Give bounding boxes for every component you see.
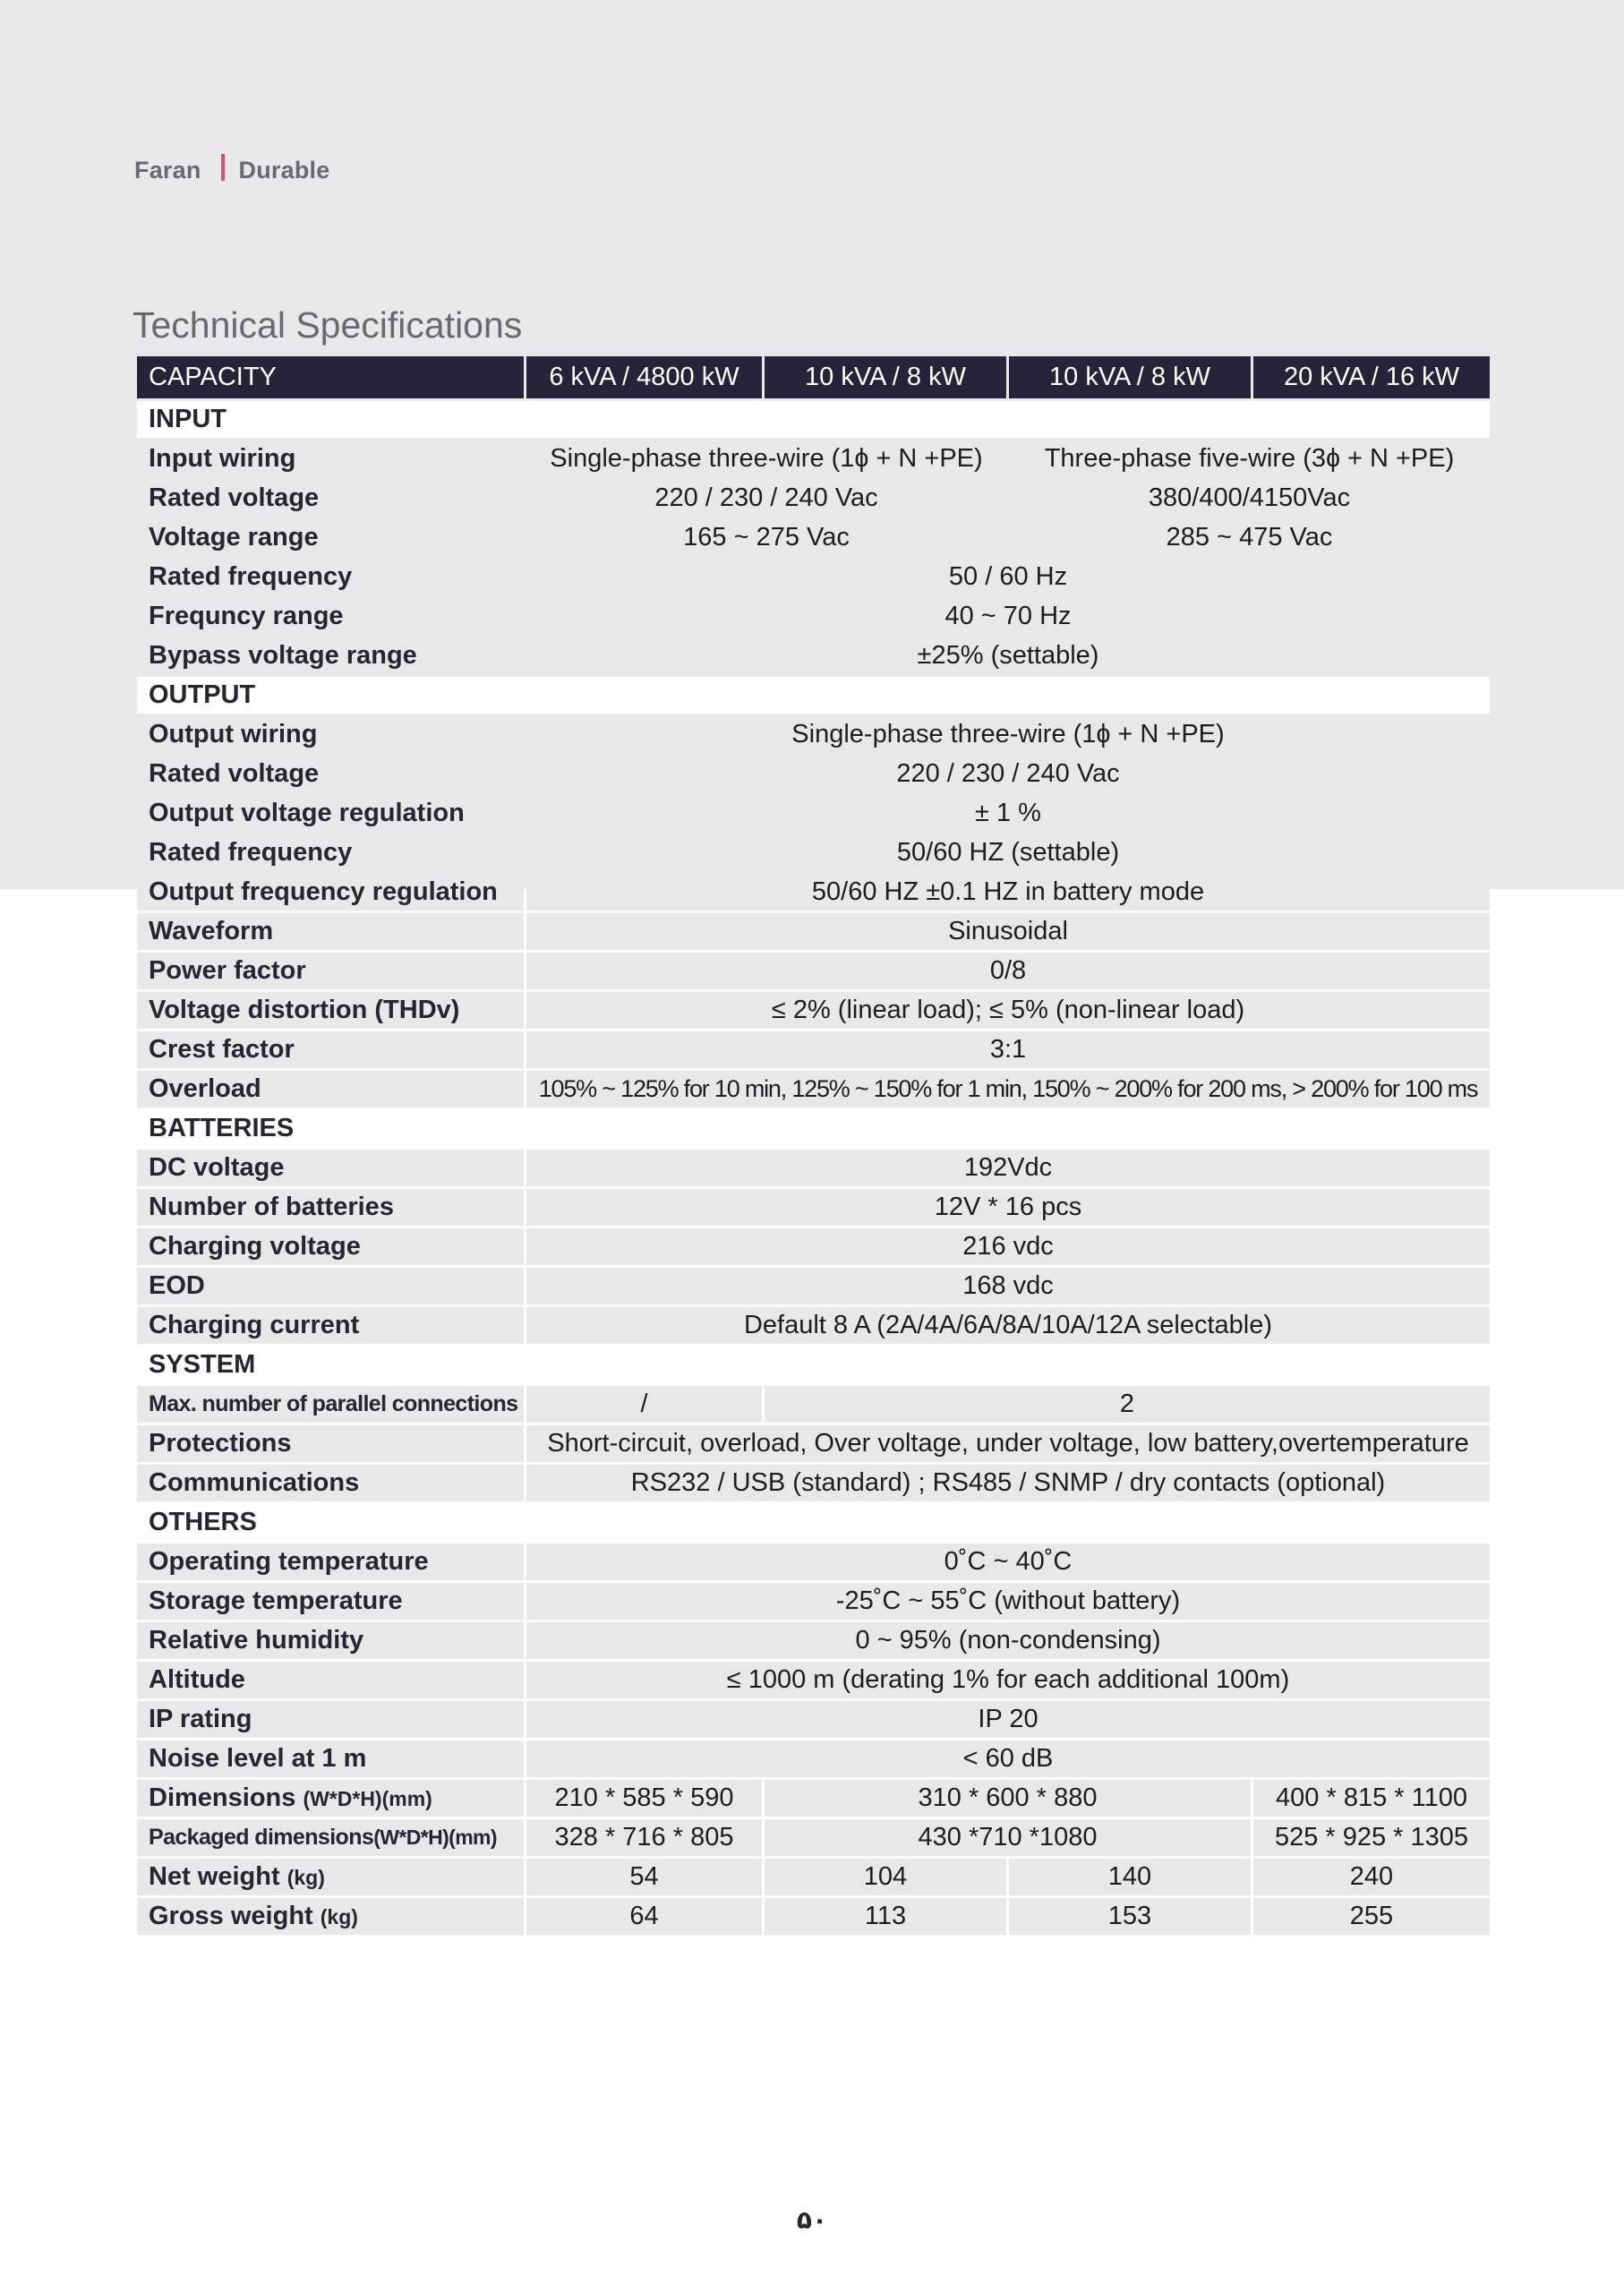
row-operating-temperature: Operating temperature 0˚C ~ 40˚C	[137, 1544, 1490, 1580]
row-packaged-dimensions: Packaged dimensions(W*D*H)(mm) 328 * 716 * 805 430 *710 *1080 525 * 925 * 1305	[137, 1819, 1490, 1856]
section-input: INPUT	[137, 401, 1490, 438]
page-title: Technical Specifications	[132, 304, 523, 346]
row-parallel-connections: Max. number of parallel connections / 2	[137, 1386, 1490, 1423]
row-overload: Overload 105% ~ 125% for 10 min, 125% ~ 150% for 1 min, 150% ~ 200% for 200 ms, > 200% for 100 ms	[137, 1071, 1490, 1108]
section-others: OTHERS	[137, 1504, 1490, 1541]
row-crest-factor: Crest factor 3:1	[137, 1031, 1490, 1068]
model-3: 10 kVA / 8 kW	[1009, 356, 1251, 398]
row-output-frequency-regulation: Output frequency regulation 50/60 HZ ±0.1 HZ in battery mode	[137, 874, 1490, 911]
section-system: SYSTEM	[137, 1347, 1490, 1383]
row-dimensions: Dimensions (W*D*H)(mm) 210 * 585 * 590 310 * 600 * 880 400 * 815 * 1100	[137, 1780, 1490, 1817]
model-1: 6 kVA / 4800 kW	[526, 356, 762, 398]
row-ip-rating: IP rating IP 20	[137, 1701, 1490, 1738]
row-number-of-batteries: Number of batteries 12V * 16 pcs	[137, 1189, 1490, 1226]
row-altitude: Altitude ≤ 1000 m (derating 1% for each additional 100m)	[137, 1662, 1490, 1698]
row-input-voltage-range: Voltage range 165 ~ 275 Vac 285 ~ 475 Vac	[137, 519, 1490, 556]
model-4: 20 kVA / 16 kW	[1253, 356, 1490, 398]
row-output-wiring: Output wiring Single-phase three-wire (1ɸ + N +PE)	[137, 716, 1490, 753]
row-thd: Voltage distortion (THDv) ≤ 2% (linear load); ≤ 5% (non-linear load)	[137, 992, 1490, 1029]
spec-table	[134, 354, 1492, 1937]
row-relative-humidity: Relative humidity 0 ~ 95% (non-condensing)	[137, 1622, 1490, 1659]
row-protections: Protections Short-circuit, overload, Over voltage, under voltage, low battery,overtemperature	[137, 1425, 1490, 1462]
row-input-frequency-range: Frequncy range 40 ~ 70 Hz	[137, 598, 1490, 635]
row-output-rated-frequency: Rated frequency 50/60 HZ (settable)	[137, 834, 1490, 871]
row-input-rated-frequency: Rated frequency 50 / 60 Hz	[137, 559, 1490, 595]
row-input-rated-voltage: Rated voltage 220 / 230 / 240 Vac 380/400/4150Vac	[137, 480, 1490, 517]
brand-name: Faran	[134, 157, 201, 184]
row-output-rated-voltage: Rated voltage 220 / 230 / 240 Vac	[137, 756, 1490, 792]
row-output-voltage-regulation: Output voltage regulation ± 1 %	[137, 795, 1490, 832]
row-charging-current: Charging current Default 8 A (2A/4A/6A/8A/10A/12A selectable)	[137, 1307, 1490, 1344]
product-name: Durable	[238, 157, 330, 184]
capacity-label: CAPACITY	[137, 356, 524, 398]
row-eod: EOD 168 vdc	[137, 1268, 1490, 1304]
brand-header	[134, 154, 329, 184]
brand-separator	[221, 154, 225, 181]
row-storage-temperature: Storage temperature -25˚C ~ 55˚C (without battery)	[137, 1583, 1490, 1620]
section-batteries: BATTERIES	[137, 1110, 1490, 1147]
row-noise-level: Noise level at 1 m < 60 dB	[137, 1740, 1490, 1777]
row-power-factor: Power factor 0/8	[137, 953, 1490, 989]
row-gross-weight: Gross weight (kg) 64 113 153 255	[137, 1898, 1490, 1935]
row-input-wiring: Input wiring Single-phase three-wire (1ɸ + N +PE) Three-phase five-wire (3ɸ + N +PE)	[137, 440, 1490, 477]
row-waveform: Waveform Sinusoidal	[137, 913, 1490, 950]
row-bypass-voltage-range: Bypass voltage range ±25% (settable)	[137, 637, 1490, 674]
capacity-header-row	[137, 356, 1490, 398]
page-number: ۵۰	[796, 2206, 828, 2234]
row-net-weight: Net weight (kg) 54 104 140 240	[137, 1859, 1490, 1895]
row-communications: Communications RS232 / USB (standard) ; RS485 / SNMP / dry contacts (optional)	[137, 1465, 1490, 1501]
row-charging-voltage: Charging voltage 216 vdc	[137, 1228, 1490, 1265]
section-output: OUTPUT	[137, 677, 1490, 714]
row-dc-voltage: DC voltage 192Vdc	[137, 1150, 1490, 1186]
model-2: 10 kVA / 8 kW	[765, 356, 1006, 398]
